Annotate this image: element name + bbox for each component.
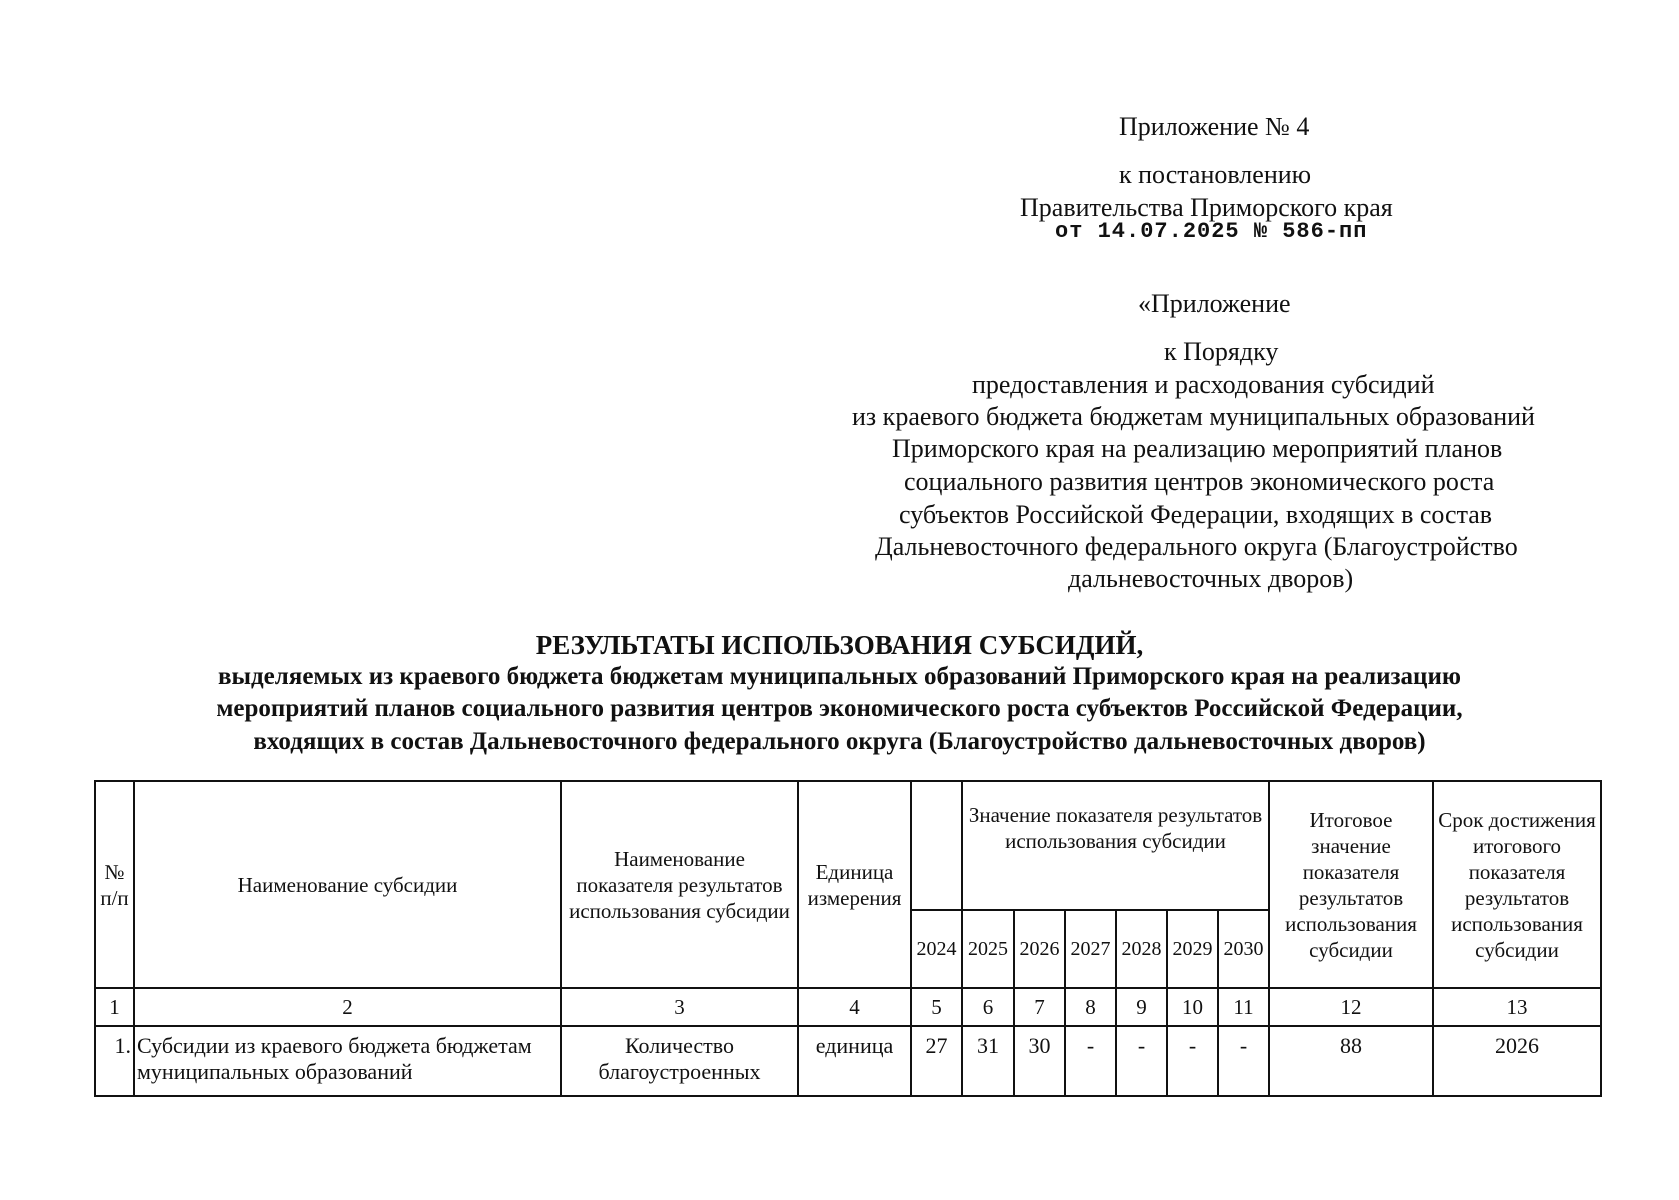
inner-appendix-line: Приморского края на реализацию мероприятий планов (892, 434, 1503, 463)
header-indicator-name: Наименование показателя результатов использования субсидии (561, 781, 798, 988)
table-header-row (95, 781, 1601, 910)
header-year: 2025 (962, 910, 1014, 988)
inner-appendix-line: субъектов Российской Федерации, входящих в состав (899, 500, 1493, 529)
header-year: 2027 (1065, 910, 1116, 988)
column-number: 6 (962, 988, 1014, 1026)
inner-appendix-label: «Приложение (1138, 289, 1291, 318)
row-deadline: 2026 (1433, 1026, 1601, 1096)
header-year: 2024 (911, 910, 962, 988)
column-number: 12 (1269, 988, 1433, 1026)
column-number: 9 (1116, 988, 1167, 1026)
row-value: 31 (962, 1026, 1014, 1096)
table-column-numbers-row (95, 988, 1601, 1026)
row-value: - (1065, 1026, 1116, 1096)
row-value: - (1167, 1026, 1218, 1096)
row-value: 27 (911, 1026, 962, 1096)
header-year: 2029 (1167, 910, 1218, 988)
column-number: 11 (1218, 988, 1269, 1026)
column-number: 10 (1167, 988, 1218, 1026)
column-number: 4 (798, 988, 911, 1026)
row-final-value: 88 (1269, 1026, 1433, 1096)
table-row (95, 1026, 1601, 1096)
header-num: № п/п (95, 781, 134, 988)
row-subsidy-name: Субсидии из краевого бюджета бюджетам муниципальных образований (134, 1026, 561, 1096)
header-final-value: Итоговое значение показателя результатов использования субсидии (1269, 781, 1433, 988)
inner-appendix-line: социального развития центров экономического роста (904, 467, 1495, 496)
document-subtitle-line: мероприятий планов социального развития центров экономического роста субъектов Российской Федерации, (216, 695, 1463, 722)
row-num: 1. (95, 1026, 134, 1096)
appendix-date-number: от 14.07.2025 № 586-пп (1055, 219, 1368, 244)
document-title: РЕЗУЛЬТАТЫ ИСПОЛЬЗОВАНИЯ СУБСИДИЙ, (535, 630, 1144, 660)
inner-appendix-line: дальневосточных дворов) (1068, 564, 1354, 593)
row-value: 30 (1014, 1026, 1065, 1096)
row-value: - (1116, 1026, 1167, 1096)
row-unit: единица (798, 1026, 911, 1096)
column-number: 13 (1433, 988, 1601, 1026)
document-subtitle-line: входящих в состав Дальневосточного федерального округа (Благоустройство дальневосточных дворов) (253, 728, 1426, 755)
header-deadline: Срок достижения итогового показателя результатов использования субсидии (1433, 781, 1601, 988)
column-number: 8 (1065, 988, 1116, 1026)
column-number: 7 (1014, 988, 1065, 1026)
column-number: 2 (134, 988, 561, 1026)
header-year: 2028 (1116, 910, 1167, 988)
results-table (94, 780, 1602, 1097)
header-year: 2026 (1014, 910, 1065, 988)
inner-appendix-line: из краевого бюджета бюджетам муниципальных образований (852, 402, 1535, 431)
header-unit: Единица измерения (798, 781, 911, 988)
header-year: 2030 (1218, 910, 1269, 988)
column-number: 3 (561, 988, 798, 1026)
column-number: 5 (911, 988, 962, 1026)
appendix-label: Приложение № 4 (1119, 112, 1310, 141)
header-values-group: Значение показателя результатов использования субсидии (962, 781, 1269, 910)
inner-appendix-line: предоставления и расходования субсидий (972, 370, 1435, 399)
document-subtitle-line: выделяемых из краевого бюджета бюджетам муниципальных образований Приморского края на реализацию (218, 663, 1461, 690)
inner-appendix-line: к Порядку (1164, 337, 1279, 366)
row-value: - (1218, 1026, 1269, 1096)
row-indicator-name: Количество благоустроенных (561, 1026, 798, 1096)
header-blank-cell (911, 781, 962, 910)
column-number: 1 (95, 988, 134, 1026)
appendix-authority: Правительства Приморского края (1020, 193, 1393, 222)
header-subsidy-name: Наименование субсидии (134, 781, 561, 988)
inner-appendix-line: Дальневосточного федерального округа (Благоустройство (875, 532, 1518, 561)
appendix-to-resolution: к постановлению (1119, 160, 1312, 189)
